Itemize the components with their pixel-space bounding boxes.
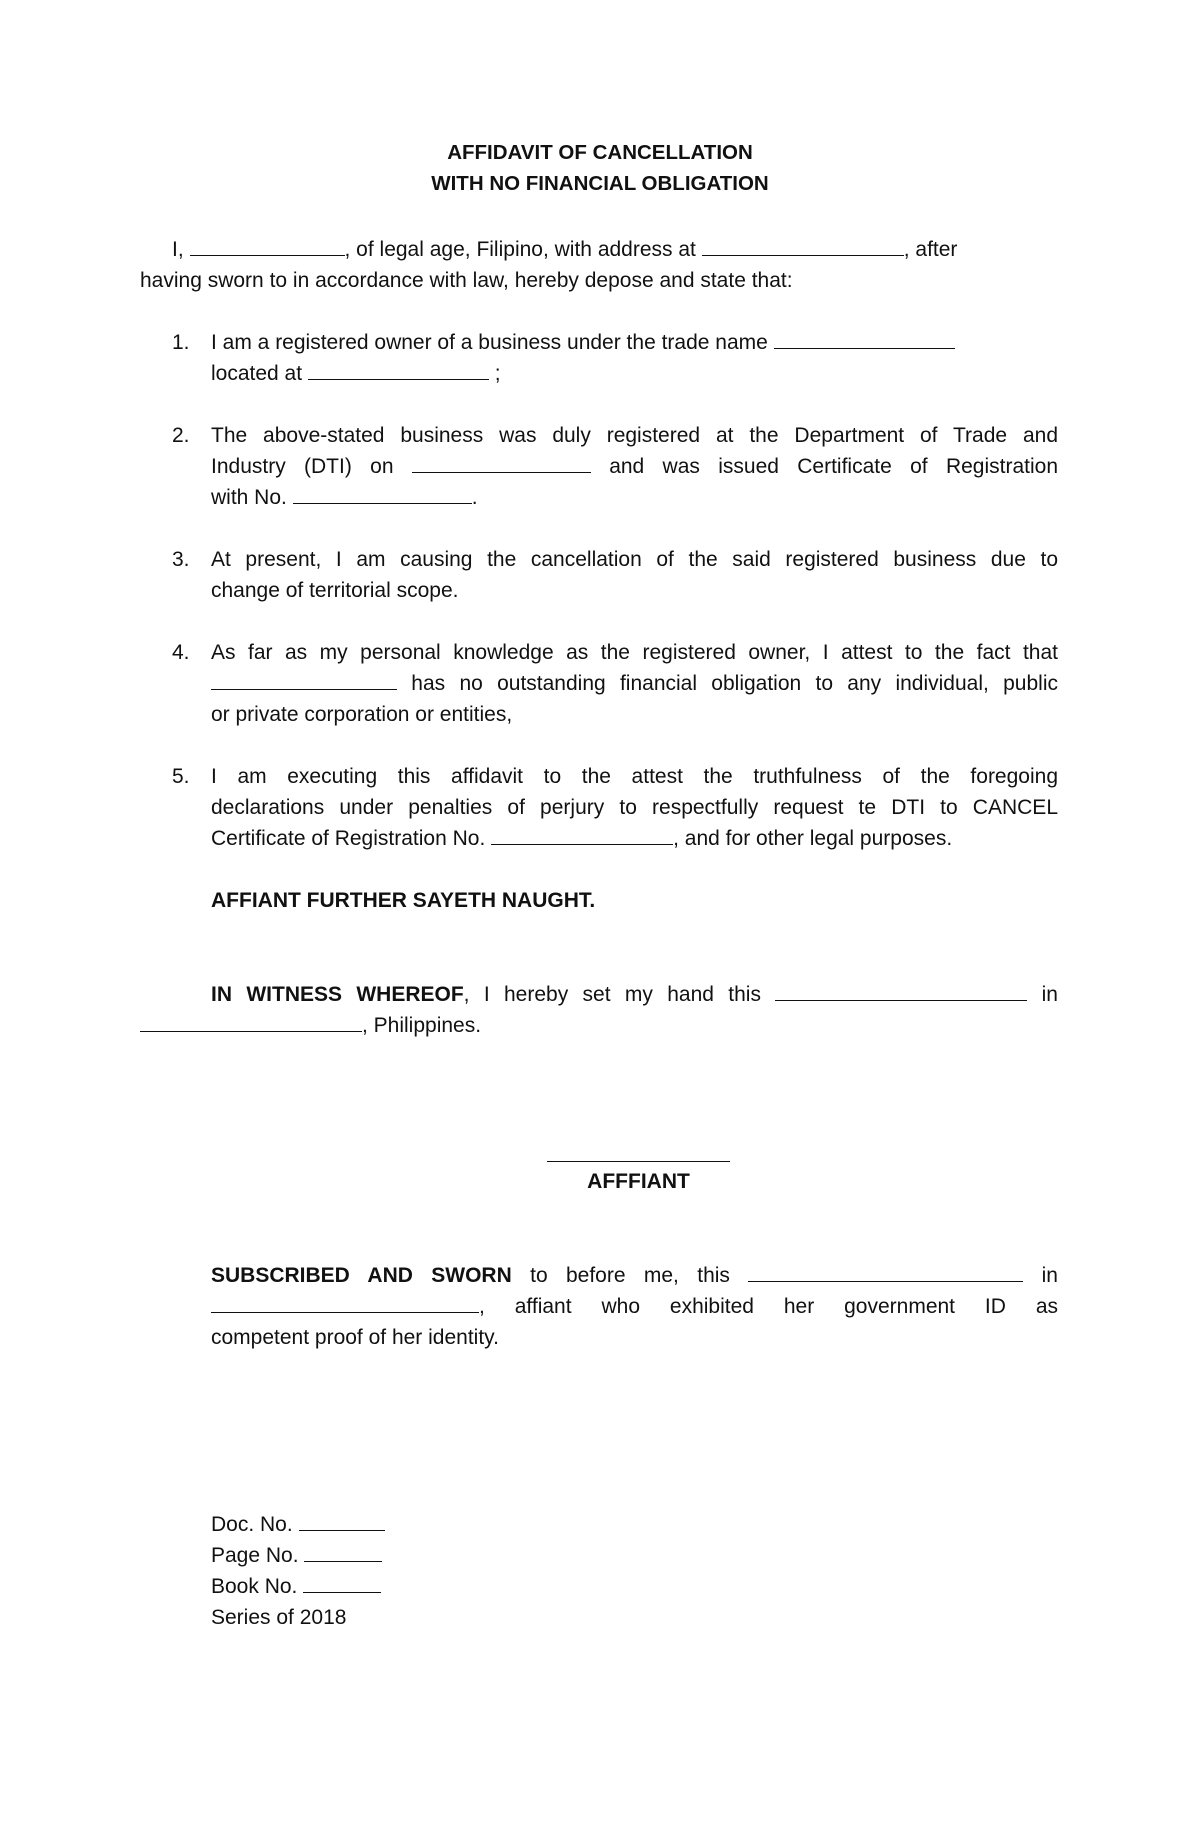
subscribed-line-3: competent proof of her identity. xyxy=(211,1326,499,1349)
item-1-line-2 xyxy=(211,362,501,386)
series-line: Series of 2018 xyxy=(211,1606,347,1629)
item-text: Industry (DTI) on xyxy=(211,455,394,478)
item-number: 2. xyxy=(172,424,190,447)
page-number-blank xyxy=(304,1544,382,1562)
trade-name-blank xyxy=(774,331,955,349)
item-5-line-1: I am executing this affidavit to the attest the truthfulness of the foregoing xyxy=(211,765,1058,788)
subscribed-line-2 xyxy=(211,1295,1058,1319)
date-blank xyxy=(775,983,1027,1001)
doc-number-line xyxy=(211,1513,385,1537)
witness-line-1 xyxy=(211,983,1058,1007)
intro-text: , after xyxy=(903,238,958,261)
address-blank xyxy=(702,238,904,256)
book-number-label: Book No. xyxy=(211,1575,298,1598)
item-3-line-1: At present, I am causing the cancellation of the said registered business due to xyxy=(211,548,1058,571)
item-text: located at xyxy=(211,362,303,385)
subscribed-line-1 xyxy=(211,1264,1058,1288)
item-text: , and for other legal purposes. xyxy=(673,827,953,850)
item-text: has no outstanding financial obligation to any individual, public xyxy=(411,672,1058,695)
item-text: and was issued Certificate of Registration xyxy=(609,455,1058,478)
affiant-label: AFFFIANT xyxy=(587,1170,690,1193)
subscribed-text: in xyxy=(1041,1264,1058,1287)
item-2-line-2 xyxy=(211,455,1058,479)
document-title-line-2: WITH NO FINANCIAL OBLIGATION xyxy=(431,172,769,195)
subscribed-text: to before me, this xyxy=(530,1264,730,1287)
item-4-line-1: As far as my personal knowledge as the registered owner, I attest to the fact that xyxy=(211,641,1058,664)
item-number: 3. xyxy=(172,548,190,571)
affiant-signature-line xyxy=(547,1161,730,1162)
witness-text: in xyxy=(1041,983,1058,1006)
item-5-line-3 xyxy=(211,827,952,851)
item-1-line-1 xyxy=(211,331,955,355)
registration-date-blank xyxy=(412,455,591,473)
business-name-blank xyxy=(211,672,397,690)
doc-number-label: Doc. No. xyxy=(211,1513,293,1536)
item-5-line-2: declarations under penalties of perjury to respectfully request te DTI to CANCEL xyxy=(211,796,1058,819)
book-number-blank xyxy=(303,1575,381,1593)
doc-number-blank xyxy=(299,1513,385,1531)
item-text: with No. xyxy=(211,486,287,509)
sworn-place-blank xyxy=(211,1295,479,1313)
certificate-number-blank-2 xyxy=(491,827,673,845)
intro-text: , of legal age, Filipino, with address at xyxy=(344,238,696,261)
witness-line-2 xyxy=(140,1014,481,1038)
item-text: . xyxy=(471,486,478,509)
intro-line-2: having sworn to in accordance with law, hereby depose and state that: xyxy=(140,269,793,292)
location-blank xyxy=(308,362,489,380)
place-blank xyxy=(140,1014,362,1032)
intro-text: I, xyxy=(172,238,184,261)
certificate-number-blank xyxy=(293,486,472,504)
item-text: Certificate of Registration No. xyxy=(211,827,486,850)
item-number: 1. xyxy=(172,331,190,354)
item-text: ; xyxy=(494,362,501,385)
subscribed-bold-text: SUBSCRIBED AND SWORN xyxy=(211,1264,512,1287)
page-number-line xyxy=(211,1544,382,1568)
witness-text: , Philippines. xyxy=(362,1014,482,1037)
item-3-line-2: change of territorial scope. xyxy=(211,579,459,602)
item-4-line-2 xyxy=(211,672,1058,696)
sworn-date-blank xyxy=(748,1264,1023,1282)
name-blank xyxy=(190,238,345,256)
page-number-label: Page No. xyxy=(211,1544,299,1567)
intro-line-1 xyxy=(172,238,1058,262)
item-2-line-3 xyxy=(211,486,478,510)
witness-bold-text: IN WITNESS WHEREOF xyxy=(211,983,464,1006)
item-text: I am a registered owner of a business under the trade name xyxy=(211,331,768,354)
document-title-line-1: AFFIDAVIT OF CANCELLATION xyxy=(447,141,753,164)
item-2-line-1: The above-stated business was duly registered at the Department of Trade and xyxy=(211,424,1058,447)
subscribed-text: , affiant who exhibited her government ID as xyxy=(479,1295,1058,1318)
witness-text: , I hereby set my hand this xyxy=(463,983,761,1006)
item-4-line-3: or private corporation or entities, xyxy=(211,703,513,726)
affiant-further-statement: AFFIANT FURTHER SAYETH NAUGHT. xyxy=(211,889,596,912)
item-number: 4. xyxy=(172,641,190,664)
item-number: 5. xyxy=(172,765,190,788)
book-number-line xyxy=(211,1575,381,1599)
